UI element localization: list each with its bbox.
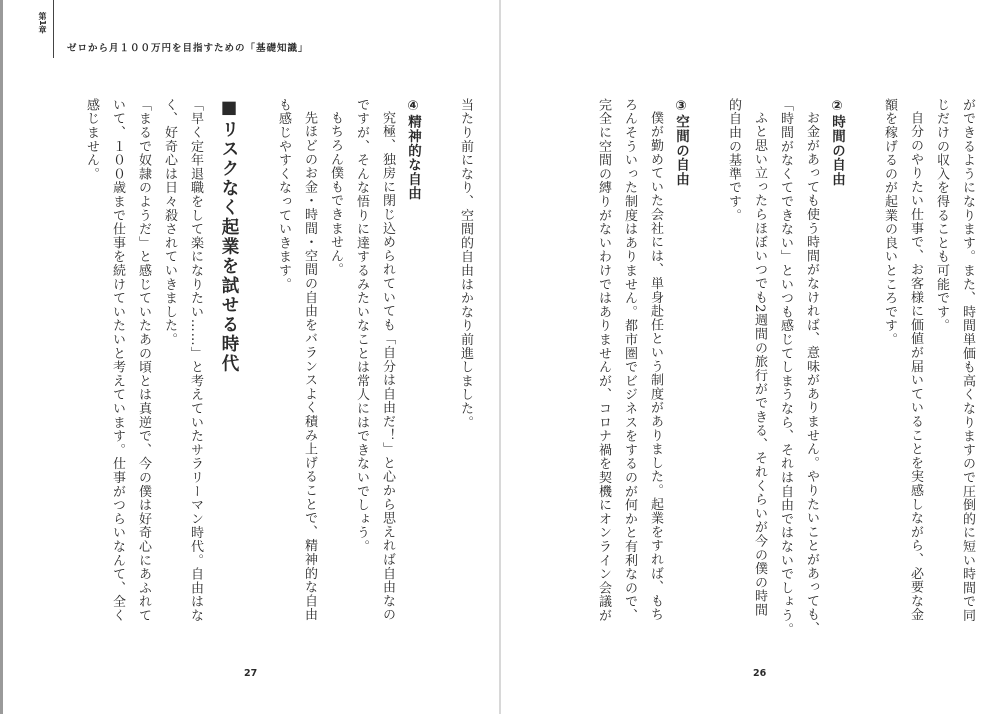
body-paragraph: 僕が勤めていた会社には、単身赴任という制度がありました。起業をすれば、もち ろんそういった制度はありません。都市圏でビジネスをするのが何かと有利なので、 完全に空間の縛りがないわけではありませんが、コロナ禍を契機にオンライン会議が xyxy=(596,98,663,623)
right-page-body xyxy=(565,98,980,658)
body-paragraph: 先ほどのお金・時間・空間の自由をバランスよく積み上げることで、精神的な自由 も感じやすくなっていきます。 xyxy=(276,98,317,622)
body-paragraph: ふと思い立ったらほぼいつでも2週間の旅行ができる、それくらいが今の僕の時間 的自由の基準です。 xyxy=(726,98,767,617)
body-paragraph: 「まるで奴隷のようだ」と感じていたあの頃とは真逆で、今の僕は好奇心にあふれて いて、１００歳まで仕事を続けていたいと考えています。仕事がつらいなんて、全く 感じません。 xyxy=(84,98,151,623)
section-heading: ■リスクなく起業を試せる時代 xyxy=(219,98,239,374)
page-number-right: 26 xyxy=(753,668,767,679)
running-head: ゼロから月１００万円を目指すための「基礎知識」 xyxy=(67,43,309,54)
subsection-heading: ②時間の自由 xyxy=(829,98,845,187)
body-paragraph: もちろん僕もできません。 xyxy=(328,111,343,277)
page-number-left: 27 xyxy=(244,668,258,679)
body-paragraph: 「早く定年退職をして楽になりたい……」と考えていたサラリーマン時代。自由はな く、好奇心は日々殺されていきました。 xyxy=(162,98,203,623)
body-paragraph: 究極、独房に閉じ込められていても「自分は自由だ！」と心から思えれば自由なの ですが、そんな悟りに達するみたいなことは常人にはできないでしょう。 xyxy=(354,98,395,622)
body-paragraph: お金があっても使う時間がなければ、意味がありません。やりたいことがあっても、 「時間がなくてできない」といつも感じてしまうなら、それは自由ではないでしょう。 xyxy=(778,98,819,637)
subsection-heading: ③空間の自由 xyxy=(673,98,689,187)
body-paragraph: 自分のやりたい仕事で、お客様に価値が届いていることを実感しながら、必要な金 額を稼げるのが起業の良いところです。 xyxy=(882,98,923,622)
body-paragraph: 当たり前になり、空間的自由はかなり前進しました。 xyxy=(458,98,473,430)
header-divider xyxy=(53,0,54,58)
left-page-body xyxy=(58,98,478,658)
chapter-label: 第1章 xyxy=(38,12,47,34)
body-paragraph: ができるようになります。また、時間単価も高くなりますので圧倒的に短い時間で同 じだけの収入を得ることも可能です。 xyxy=(934,98,975,623)
subsection-heading: ④精神的な自由 xyxy=(405,98,421,201)
